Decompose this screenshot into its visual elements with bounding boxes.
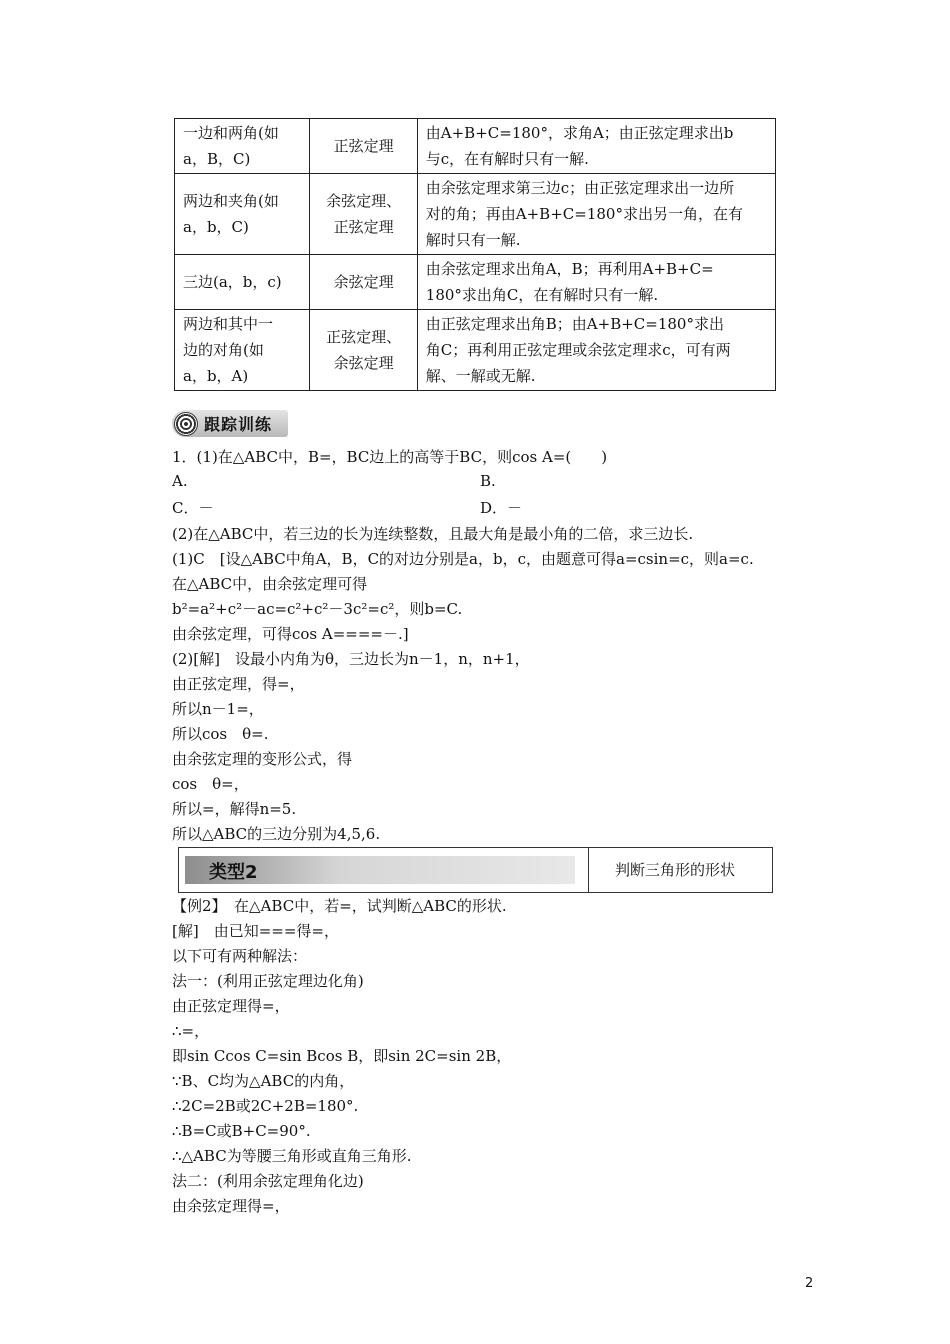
method-cell-line: 对的角；再由A+B+C=180°求出另一角，在有 [425,205,743,223]
table-row [175,174,776,255]
option-a: A. [172,472,188,490]
method-cell-line: 由余弦定理求第三边c；由正弦定理求出一边所 [425,179,735,197]
practice-banner [172,410,288,437]
condition-cell-line: 两边和其中一 [183,315,274,333]
method-cell-line: 与c，在有解时只有一解. [425,150,589,168]
condition-cell-line: a，b，A) [183,367,249,385]
example-line: ∴△ABC为等腰三角形或直角三角形. [172,1147,412,1165]
method-cell-line: 由余弦定理求出角A，B；再利用A+B+C= [425,260,714,278]
example-line: ∵B、C均为△ABC的内角， [172,1072,355,1090]
condition-cell [175,255,310,310]
answer-line: 由余弦定理的变形公式，得 [172,750,353,768]
example-line: 由正弦定理得=， [172,997,290,1015]
theorem-cell-line: 正弦定理、 [326,328,402,346]
practice-question-1-2: (2)在△ABC中，若三边的长为连续整数，且最大角是最小角的二倍，求三边长. [172,525,694,543]
theorem-cell-line: 余弦定理 [333,354,394,372]
practice-banner-label: 跟踪训练 [204,415,273,434]
table-row [175,310,776,391]
condition-cell-line: 两边和夹角(如 [183,192,279,210]
condition-cell-line: a，b，C) [183,218,249,236]
example-line: 法二：(利用余弦定理角化边) [172,1172,364,1190]
example-line: [解] 由已知===得=， [172,922,339,940]
theorem-cell-line: 正弦定理 [333,218,394,236]
type-tag [185,856,575,884]
answer-line: 所以n－1=， [172,700,264,718]
condition-cell-line: 边的对角(如 [183,341,264,359]
method-cell [417,255,775,310]
theorem-cell-line: 正弦定理 [333,137,394,155]
answer-line: (2)[解] 设最小内角为θ，三边长为n－1，n，n+1， [172,650,530,668]
option-b: B. [480,472,496,490]
option-d: D．－ [480,499,523,517]
example-line: 法一：(利用正弦定理边化角) [172,972,364,990]
example-line: 【例2】 在△ABC中，若=，试判断△ABC的形状. [172,897,507,915]
method-cell-line: 角C；再利用正弦定理或余弦定理求c，可有两 [425,341,731,359]
example-line: ∴B=C或B+C=90°. [172,1122,311,1140]
method-cell-line: 解、一解或无解. [425,367,536,385]
method-cell-line: 由A+B+C=180°，求角A；由正弦定理求出b [425,124,734,142]
practice-question-1-1: 1．(1)在△ABC中，B=，BC边上的高等于BC，则cos A=( ) [172,448,608,466]
example-line: ∴2C=2B或2C+2B=180°. [172,1097,359,1115]
answer-line: 所以△ABC的三边分别为4,5,6. [172,825,381,843]
table-row [175,255,776,310]
answer-line: 所以=，解得n=5. [172,800,297,818]
method-cell [417,174,775,255]
condition-cell-line: a，B，C) [183,150,251,168]
condition-cell [175,310,310,391]
condition-cell [175,119,310,174]
type-header-box [178,847,773,893]
method-cell-line: 由正弦定理求出角B；由A+B+C=180°求出 [425,315,724,333]
theorem-cell [310,119,417,174]
example-line: 即sin Ccos C=sin Bcos B，即sin 2C=sin 2B， [172,1047,512,1065]
option-c: C．－ [172,499,214,517]
theorem-cell-line: 余弦定理 [333,273,394,291]
answer-line: (1)C [设△ABC中角A，B，C的对边分别是a，b，c，由题意可得a=csin=c，则a=c. [172,550,754,568]
condition-cell [175,174,310,255]
theorem-cell [310,174,417,255]
answer-line: 由正弦定理，得=， [172,675,305,693]
condition-cell-line: 一边和两角(如 [183,124,279,142]
type-title: 判断三角形的形状 [615,861,736,879]
type-tag-label: 类型2 [209,862,258,883]
example-line: 由余弦定理得=， [172,1197,290,1215]
target-icon [174,412,198,436]
example-line: 以下可有两种解法： [172,947,308,965]
theorem-cell [310,310,417,391]
answer-line: b²=a²+c²－ac=c²+c²－3c²=c²，则b=C. [172,600,463,618]
method-cell [417,119,775,174]
theorem-cell-line: 余弦定理、 [326,192,402,210]
condition-cell-line: 三边(a，b，c) [183,273,282,291]
example-line: ∴=， [172,1022,210,1040]
page-number: 2 [805,1276,814,1291]
answer-line: cos θ=， [172,775,249,793]
method-cell-line: 180°求出角C，在有解时只有一解. [425,286,659,304]
answer-line: 所以cos θ=. [172,725,269,743]
method-cell [417,310,775,391]
table-row [175,119,776,174]
method-cell-line: 解时只有一解. [425,231,521,249]
divider [588,848,589,892]
theorem-cell [310,255,417,310]
answer-line: 在△ABC中，由余弦定理可得 [172,575,368,593]
answer-line: 由余弦定理，可得cos A====－.] [172,625,409,643]
solution-cases-table [174,118,776,391]
